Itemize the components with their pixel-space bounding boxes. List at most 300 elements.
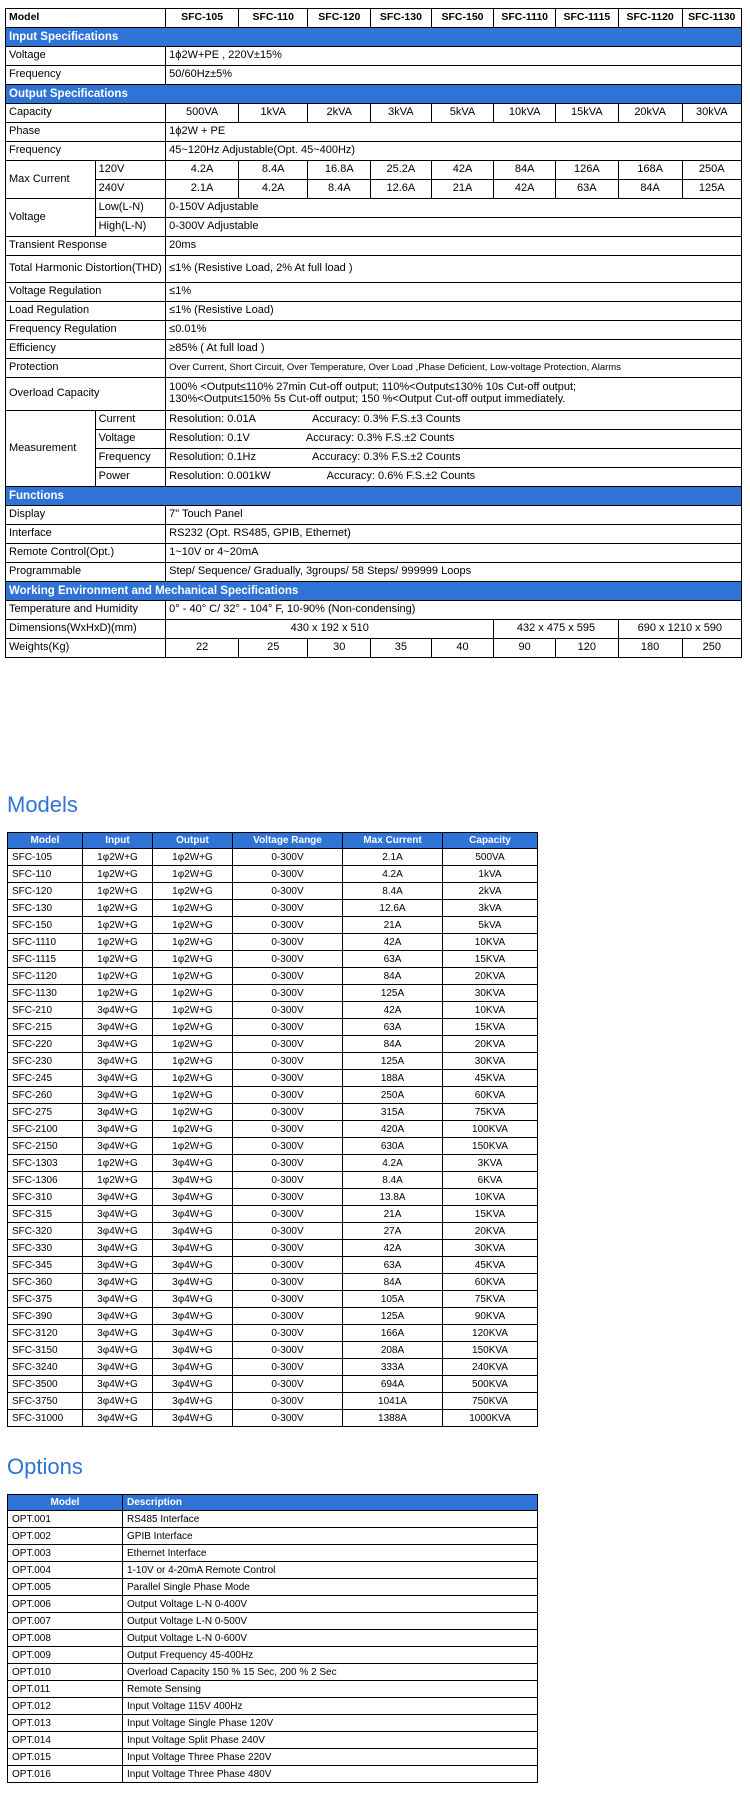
model-column-header: SFC-150 xyxy=(431,9,494,28)
table-cell: SFC-390 xyxy=(8,1308,83,1325)
table-cell: 45KVA xyxy=(443,1257,538,1274)
current-value: 168A xyxy=(618,161,682,180)
table-row xyxy=(8,1087,538,1104)
table-cell: 3φ4W+G xyxy=(153,1223,233,1240)
table-cell: Input Voltage Split Phase 240V xyxy=(123,1732,538,1749)
current-value: 16.8A xyxy=(308,161,371,180)
table-cell: 1kVA xyxy=(443,866,538,883)
options-table xyxy=(7,1494,538,1783)
table-cell: 3kVA xyxy=(443,900,538,917)
table-cell: 0-300V xyxy=(233,1172,343,1189)
capacity-value: 15kVA xyxy=(555,104,618,123)
table-cell: SFC-310 xyxy=(8,1189,83,1206)
sub-label: Low(L-N) xyxy=(95,199,166,218)
table-cell: 0-300V xyxy=(233,1053,343,1070)
table-cell: 3φ4W+G xyxy=(83,1002,153,1019)
table-cell: 1φ2W+G xyxy=(153,849,233,866)
output-voltage-low-row xyxy=(6,199,742,218)
table-row xyxy=(8,917,538,934)
table-cell: 1φ2W+G xyxy=(83,849,153,866)
table-row xyxy=(8,1579,538,1596)
table-cell: 1041A xyxy=(343,1393,443,1410)
table-cell: SFC-215 xyxy=(8,1019,83,1036)
table-cell: 3φ4W+G xyxy=(153,1155,233,1172)
phase-row xyxy=(6,123,742,142)
capacity-row xyxy=(6,104,742,123)
weight-value: 35 xyxy=(371,639,431,658)
table-cell: 30KVA xyxy=(443,1240,538,1257)
table-cell: 105A xyxy=(343,1291,443,1308)
table-cell: 5kVA xyxy=(443,917,538,934)
table-cell: SFC-360 xyxy=(8,1274,83,1291)
table-cell: OPT.014 xyxy=(8,1732,123,1749)
table-cell: 0-300V xyxy=(233,1104,343,1121)
models-header-row xyxy=(8,833,538,849)
current-value: 63A xyxy=(555,180,618,199)
table-row xyxy=(8,1138,538,1155)
table-cell: 12.6A xyxy=(343,900,443,917)
table-cell: 30KVA xyxy=(443,985,538,1002)
row-value xyxy=(166,449,742,468)
table-cell: 3φ4W+G xyxy=(83,1410,153,1427)
table-cell: 30KVA xyxy=(443,1053,538,1070)
table-cell: Output Voltage L-N 0-600V xyxy=(123,1630,538,1647)
model-column-header: SFC-105 xyxy=(166,9,239,28)
table-cell: 60KVA xyxy=(443,1274,538,1291)
table-row xyxy=(8,1019,538,1036)
row-label: Max Current xyxy=(6,161,96,199)
table-cell: 15KVA xyxy=(443,1206,538,1223)
sub-label: 240V xyxy=(95,180,166,199)
table-row xyxy=(8,1410,538,1427)
row-label: Total Harmonic Distortion(THD) xyxy=(6,256,166,283)
section-title: Functions xyxy=(6,487,742,506)
table-row xyxy=(8,1308,538,1325)
table-cell: 3φ4W+G xyxy=(153,1393,233,1410)
model-header: Model xyxy=(6,9,166,28)
spec-header-row xyxy=(6,9,742,28)
row-label: Voltage xyxy=(6,199,96,237)
table-cell: 0-300V xyxy=(233,1308,343,1325)
table-cell: 1-10V or 4-20mA Remote Control xyxy=(123,1562,538,1579)
table-cell: 0-300V xyxy=(233,1155,343,1172)
weight-value: 25 xyxy=(238,639,307,658)
table-cell: OPT.011 xyxy=(8,1681,123,1698)
table-row xyxy=(8,1681,538,1698)
table-cell: 63A xyxy=(343,1257,443,1274)
table-row xyxy=(8,1070,538,1087)
capacity-value: 1kVA xyxy=(238,104,307,123)
weight-value: 22 xyxy=(166,639,239,658)
table-cell: 3φ4W+G xyxy=(153,1172,233,1189)
table-cell: 63A xyxy=(343,951,443,968)
table-cell: 75KVA xyxy=(443,1291,538,1308)
table-cell: SFC-1306 xyxy=(8,1172,83,1189)
table-cell: 0-300V xyxy=(233,1070,343,1087)
table-cell: GPIB Interface xyxy=(123,1528,538,1545)
model-column-header: SFC-120 xyxy=(308,9,371,28)
table-cell: 150KVA xyxy=(443,1342,538,1359)
table-cell: 21A xyxy=(343,1206,443,1223)
accuracy-text: Accuracy: 0.3% F.S.±3 Counts xyxy=(312,413,461,426)
table-cell: 1φ2W+G xyxy=(83,866,153,883)
table-cell: 3φ4W+G xyxy=(83,1087,153,1104)
row-label: Frequency Regulation xyxy=(6,321,166,340)
table-cell: 4.2A xyxy=(343,1155,443,1172)
weights-row xyxy=(6,639,742,658)
table-cell: 125A xyxy=(343,985,443,1002)
table-row xyxy=(8,1325,538,1342)
row-label: Programmable xyxy=(6,563,166,582)
table-cell: SFC-210 xyxy=(8,1002,83,1019)
table-cell: 13.8A xyxy=(343,1189,443,1206)
table-cell: 75KVA xyxy=(443,1104,538,1121)
max-current-120-row xyxy=(6,161,742,180)
table-cell: 1φ2W+G xyxy=(153,866,233,883)
table-cell: Output Frequency 45-400Hz xyxy=(123,1647,538,1664)
row-value: Over Current, Short Circuit, Over Temperature, Over Load ,Phase Deficient, Low-voltage Protection, Alarms xyxy=(166,359,742,378)
table-cell: 0-300V xyxy=(233,1325,343,1342)
table-cell: SFC-1120 xyxy=(8,968,83,985)
table-cell: 1φ2W+G xyxy=(153,1087,233,1104)
table-cell: Output Voltage L-N 0-500V xyxy=(123,1613,538,1630)
table-cell: 250A xyxy=(343,1087,443,1104)
resolution-text: Resolution: 0.001kW xyxy=(169,470,271,483)
sub-label: Current xyxy=(95,411,166,430)
row-value: ≤1% (Resistive Load, 2% At full load ) xyxy=(166,256,742,283)
table-cell: 15KVA xyxy=(443,1019,538,1036)
column-header: Input xyxy=(83,833,153,849)
row-label: Measurement xyxy=(6,411,96,487)
table-cell: 3φ4W+G xyxy=(83,1359,153,1376)
dimension-value: 432 x 475 x 595 xyxy=(494,620,618,639)
current-value: 4.2A xyxy=(166,161,239,180)
table-cell: SFC-3500 xyxy=(8,1376,83,1393)
model-column-header: SFC-1110 xyxy=(494,9,556,28)
weight-value: 250 xyxy=(682,639,741,658)
table-cell: 6KVA xyxy=(443,1172,538,1189)
table-cell: 0-300V xyxy=(233,1240,343,1257)
row-label: Transient Response xyxy=(6,237,166,256)
row-label: Protection xyxy=(6,359,166,378)
table-cell: 8.4A xyxy=(343,1172,443,1189)
table-cell: 0-300V xyxy=(233,1223,343,1240)
table-row xyxy=(8,1613,538,1630)
table-cell: SFC-315 xyxy=(8,1206,83,1223)
sub-label: High(L-N) xyxy=(95,218,166,237)
table-cell: 3φ4W+G xyxy=(153,1274,233,1291)
table-cell: OPT.007 xyxy=(8,1613,123,1630)
table-cell: 1φ2W+G xyxy=(153,1104,233,1121)
table-row xyxy=(8,1223,538,1240)
measurement-current-row xyxy=(6,411,742,430)
voltage-regulation-row xyxy=(6,283,742,302)
table-cell: 0-300V xyxy=(233,1019,343,1036)
row-value: RS232 (Opt. RS485, GPIB, Ethernet) xyxy=(166,525,742,544)
column-header: Output xyxy=(153,833,233,849)
weight-value: 30 xyxy=(308,639,371,658)
table-cell: OPT.015 xyxy=(8,1749,123,1766)
table-cell: 0-300V xyxy=(233,900,343,917)
table-cell: 125A xyxy=(343,1308,443,1325)
table-row xyxy=(8,985,538,1002)
protection-row xyxy=(6,359,742,378)
capacity-value: 500VA xyxy=(166,104,239,123)
table-row xyxy=(8,1545,538,1562)
table-cell: 0-300V xyxy=(233,1410,343,1427)
row-label: Voltage xyxy=(6,47,166,66)
table-row xyxy=(8,866,538,883)
table-row xyxy=(8,1630,538,1647)
table-cell: OPT.008 xyxy=(8,1630,123,1647)
models-table xyxy=(7,832,538,1427)
column-header: Voltage Range xyxy=(233,833,343,849)
weight-value: 90 xyxy=(494,639,556,658)
table-cell: 1φ2W+G xyxy=(153,1019,233,1036)
sub-label: 120V xyxy=(95,161,166,180)
table-cell: 10KVA xyxy=(443,1002,538,1019)
table-row xyxy=(8,1647,538,1664)
table-row xyxy=(8,1664,538,1681)
row-value: 20ms xyxy=(166,237,742,256)
table-row xyxy=(8,1104,538,1121)
table-row xyxy=(8,1155,538,1172)
table-cell: 1φ2W+G xyxy=(153,1138,233,1155)
table-cell: OPT.012 xyxy=(8,1698,123,1715)
functions-section-row xyxy=(6,487,742,506)
table-cell: Input Voltage Three Phase 220V xyxy=(123,1749,538,1766)
column-header: Model xyxy=(8,833,83,849)
table-cell: 1φ2W+G xyxy=(83,917,153,934)
overload-line-2: 130%<Output≤150% 5s Cut-off output; 150 %<Output Cut-off output immediately. xyxy=(169,393,566,405)
model-column-header: SFC-1115 xyxy=(555,9,618,28)
table-row xyxy=(8,1189,538,1206)
overload-line-1: 100% <Output≤110% 27min Cut-off output; 110%<Output≤130% 10s Cut-off output; xyxy=(169,381,577,394)
row-label: Weights(Kg) xyxy=(6,639,166,658)
table-cell: 120KVA xyxy=(443,1325,538,1342)
current-value: 42A xyxy=(494,180,556,199)
table-cell: Remote Sensing xyxy=(123,1681,538,1698)
row-label: Voltage Regulation xyxy=(6,283,166,302)
options-title: Options xyxy=(7,1454,83,1479)
table-cell: 0-300V xyxy=(233,917,343,934)
weight-value: 40 xyxy=(431,639,494,658)
resolution-text: Resolution: 0.01A xyxy=(169,413,257,426)
table-row xyxy=(8,1274,538,1291)
output-section-row xyxy=(6,85,742,104)
capacity-value: 2kVA xyxy=(308,104,371,123)
table-cell: 0-300V xyxy=(233,1189,343,1206)
table-row xyxy=(8,1596,538,1613)
table-row xyxy=(8,934,538,951)
table-cell: 0-300V xyxy=(233,934,343,951)
table-cell: 2kVA xyxy=(443,883,538,900)
transient-row xyxy=(6,237,742,256)
sub-label: Voltage xyxy=(95,430,166,449)
current-value: 2.1A xyxy=(166,180,239,199)
table-row xyxy=(8,1002,538,1019)
table-cell: 1φ2W+G xyxy=(83,985,153,1002)
table-cell: 42A xyxy=(343,1002,443,1019)
table-cell: 1388A xyxy=(343,1410,443,1427)
table-row xyxy=(8,1698,538,1715)
table-cell: 3φ4W+G xyxy=(153,1359,233,1376)
row-value: ≤1% (Resistive Load) xyxy=(166,302,742,321)
table-cell: 27A xyxy=(343,1223,443,1240)
table-cell: 0-300V xyxy=(233,1002,343,1019)
row-value: 45~120Hz Adjustable(Opt. 45~400Hz) xyxy=(166,142,742,161)
column-header: Description xyxy=(123,1495,538,1511)
column-header: Model xyxy=(8,1495,123,1511)
resolution-text: Resolution: 0.1Hz xyxy=(169,451,256,464)
table-cell: SFC-120 xyxy=(8,883,83,900)
table-cell: 21A xyxy=(343,917,443,934)
table-row xyxy=(8,1732,538,1749)
table-row xyxy=(8,968,538,985)
table-cell: OPT.002 xyxy=(8,1528,123,1545)
table-cell: 10KVA xyxy=(443,934,538,951)
table-cell: Input Voltage Single Phase 120V xyxy=(123,1715,538,1732)
table-cell: SFC-1130 xyxy=(8,985,83,1002)
current-value: 4.2A xyxy=(238,180,307,199)
input-frequency-row xyxy=(6,66,742,85)
table-cell: SFC-31000 xyxy=(8,1410,83,1427)
programmable-row xyxy=(6,563,742,582)
table-cell: 1φ2W+G xyxy=(153,917,233,934)
table-cell: 188A xyxy=(343,1070,443,1087)
row-label: Efficiency xyxy=(6,340,166,359)
capacity-value: 10kVA xyxy=(494,104,556,123)
table-cell: 3φ4W+G xyxy=(153,1342,233,1359)
row-label: Display xyxy=(6,506,166,525)
column-header: Max Current xyxy=(343,833,443,849)
table-cell: 1φ2W+G xyxy=(83,1172,153,1189)
table-cell: 3φ4W+G xyxy=(83,1393,153,1410)
table-cell: 84A xyxy=(343,1036,443,1053)
table-cell: 1φ2W+G xyxy=(153,934,233,951)
table-row xyxy=(8,883,538,900)
table-cell: 20KVA xyxy=(443,1223,538,1240)
table-row xyxy=(8,1749,538,1766)
table-cell: 1φ2W+G xyxy=(153,1121,233,1138)
current-value: 21A xyxy=(431,180,494,199)
table-cell: 3φ4W+G xyxy=(153,1240,233,1257)
table-cell: 1φ2W+G xyxy=(153,883,233,900)
table-cell: 3KVA xyxy=(443,1155,538,1172)
display-row xyxy=(6,506,742,525)
table-cell: SFC-260 xyxy=(8,1087,83,1104)
table-cell: 100KVA xyxy=(443,1121,538,1138)
dimension-value: 430 x 192 x 510 xyxy=(166,620,494,639)
table-cell: 0-300V xyxy=(233,1291,343,1308)
table-cell: 2.1A xyxy=(343,849,443,866)
frequency-regulation-row xyxy=(6,321,742,340)
output-voltage-high-row xyxy=(6,218,742,237)
table-cell: SFC-2150 xyxy=(8,1138,83,1155)
table-cell: Input Voltage 115V 400Hz xyxy=(123,1698,538,1715)
table-cell: 3φ4W+G xyxy=(153,1291,233,1308)
table-cell: OPT.005 xyxy=(8,1579,123,1596)
table-row xyxy=(8,1393,538,1410)
row-label: Frequency xyxy=(6,142,166,161)
table-cell: 500KVA xyxy=(443,1376,538,1393)
input-section-row xyxy=(6,28,742,47)
efficiency-row xyxy=(6,340,742,359)
accuracy-text: Accuracy: 0.3% F.S.±2 Counts xyxy=(312,451,461,464)
table-cell: SFC-150 xyxy=(8,917,83,934)
row-label: Capacity xyxy=(6,104,166,123)
table-cell: 1φ2W+G xyxy=(153,900,233,917)
row-value xyxy=(166,468,742,487)
table-cell: 694A xyxy=(343,1376,443,1393)
table-cell: OPT.013 xyxy=(8,1715,123,1732)
measurement-power-row xyxy=(6,468,742,487)
table-row xyxy=(8,1359,538,1376)
table-row xyxy=(8,1766,538,1783)
table-cell: 1φ2W+G xyxy=(153,1036,233,1053)
table-cell: SFC-330 xyxy=(8,1240,83,1257)
table-cell: 3φ4W+G xyxy=(83,1053,153,1070)
row-label: Remote Control(Opt.) xyxy=(6,544,166,563)
column-header: Capacity xyxy=(443,833,538,849)
table-cell: 0-300V xyxy=(233,1274,343,1291)
table-cell: 3φ4W+G xyxy=(83,1019,153,1036)
table-cell: 0-300V xyxy=(233,1206,343,1223)
row-value: 1ϕ2W + PE xyxy=(166,123,742,142)
current-value: 12.6A xyxy=(371,180,431,199)
max-current-240-row xyxy=(6,180,742,199)
table-cell: Input Voltage Three Phase 480V xyxy=(123,1766,538,1783)
table-cell: 3φ4W+G xyxy=(83,1376,153,1393)
table-cell: Overload Capacity 150 % 15 Sec, 200 % 2 Sec xyxy=(123,1664,538,1681)
table-cell: 3φ4W+G xyxy=(83,1036,153,1053)
table-row xyxy=(8,1715,538,1732)
table-cell: SFC-275 xyxy=(8,1104,83,1121)
table-cell: 84A xyxy=(343,1274,443,1291)
table-cell: SFC-3240 xyxy=(8,1359,83,1376)
table-cell: 150KVA xyxy=(443,1138,538,1155)
table-cell: 3φ4W+G xyxy=(153,1206,233,1223)
table-cell: 3φ4W+G xyxy=(83,1206,153,1223)
table-cell: OPT.003 xyxy=(8,1545,123,1562)
table-cell: 1φ2W+G xyxy=(153,1070,233,1087)
current-value: 8.4A xyxy=(238,161,307,180)
resolution-text: Resolution: 0.1V xyxy=(169,432,250,445)
table-cell: SFC-130 xyxy=(8,900,83,917)
table-cell: 1000KVA xyxy=(443,1410,538,1427)
table-cell: 3φ4W+G xyxy=(83,1342,153,1359)
overload-row xyxy=(6,378,742,411)
table-row xyxy=(8,1562,538,1579)
measurement-voltage-row xyxy=(6,430,742,449)
accuracy-text: Accuracy: 0.3% F.S.±2 Counts xyxy=(305,432,455,445)
table-cell: SFC-375 xyxy=(8,1291,83,1308)
interface-row xyxy=(6,525,742,544)
table-cell: 60KVA xyxy=(443,1087,538,1104)
output-frequency-row xyxy=(6,142,742,161)
table-cell: Output Voltage L-N 0-400V xyxy=(123,1596,538,1613)
table-cell: 3φ4W+G xyxy=(83,1189,153,1206)
capacity-value: 5kVA xyxy=(431,104,494,123)
row-value xyxy=(166,430,742,449)
table-cell: 500VA xyxy=(443,849,538,866)
table-cell: 1φ2W+G xyxy=(83,1155,153,1172)
row-label: Overload Capacity xyxy=(6,378,166,411)
table-cell: 1φ2W+G xyxy=(83,934,153,951)
row-value: 1~10V or 4~20mA xyxy=(166,544,742,563)
weight-value: 120 xyxy=(555,639,618,658)
table-cell: SFC-1303 xyxy=(8,1155,83,1172)
